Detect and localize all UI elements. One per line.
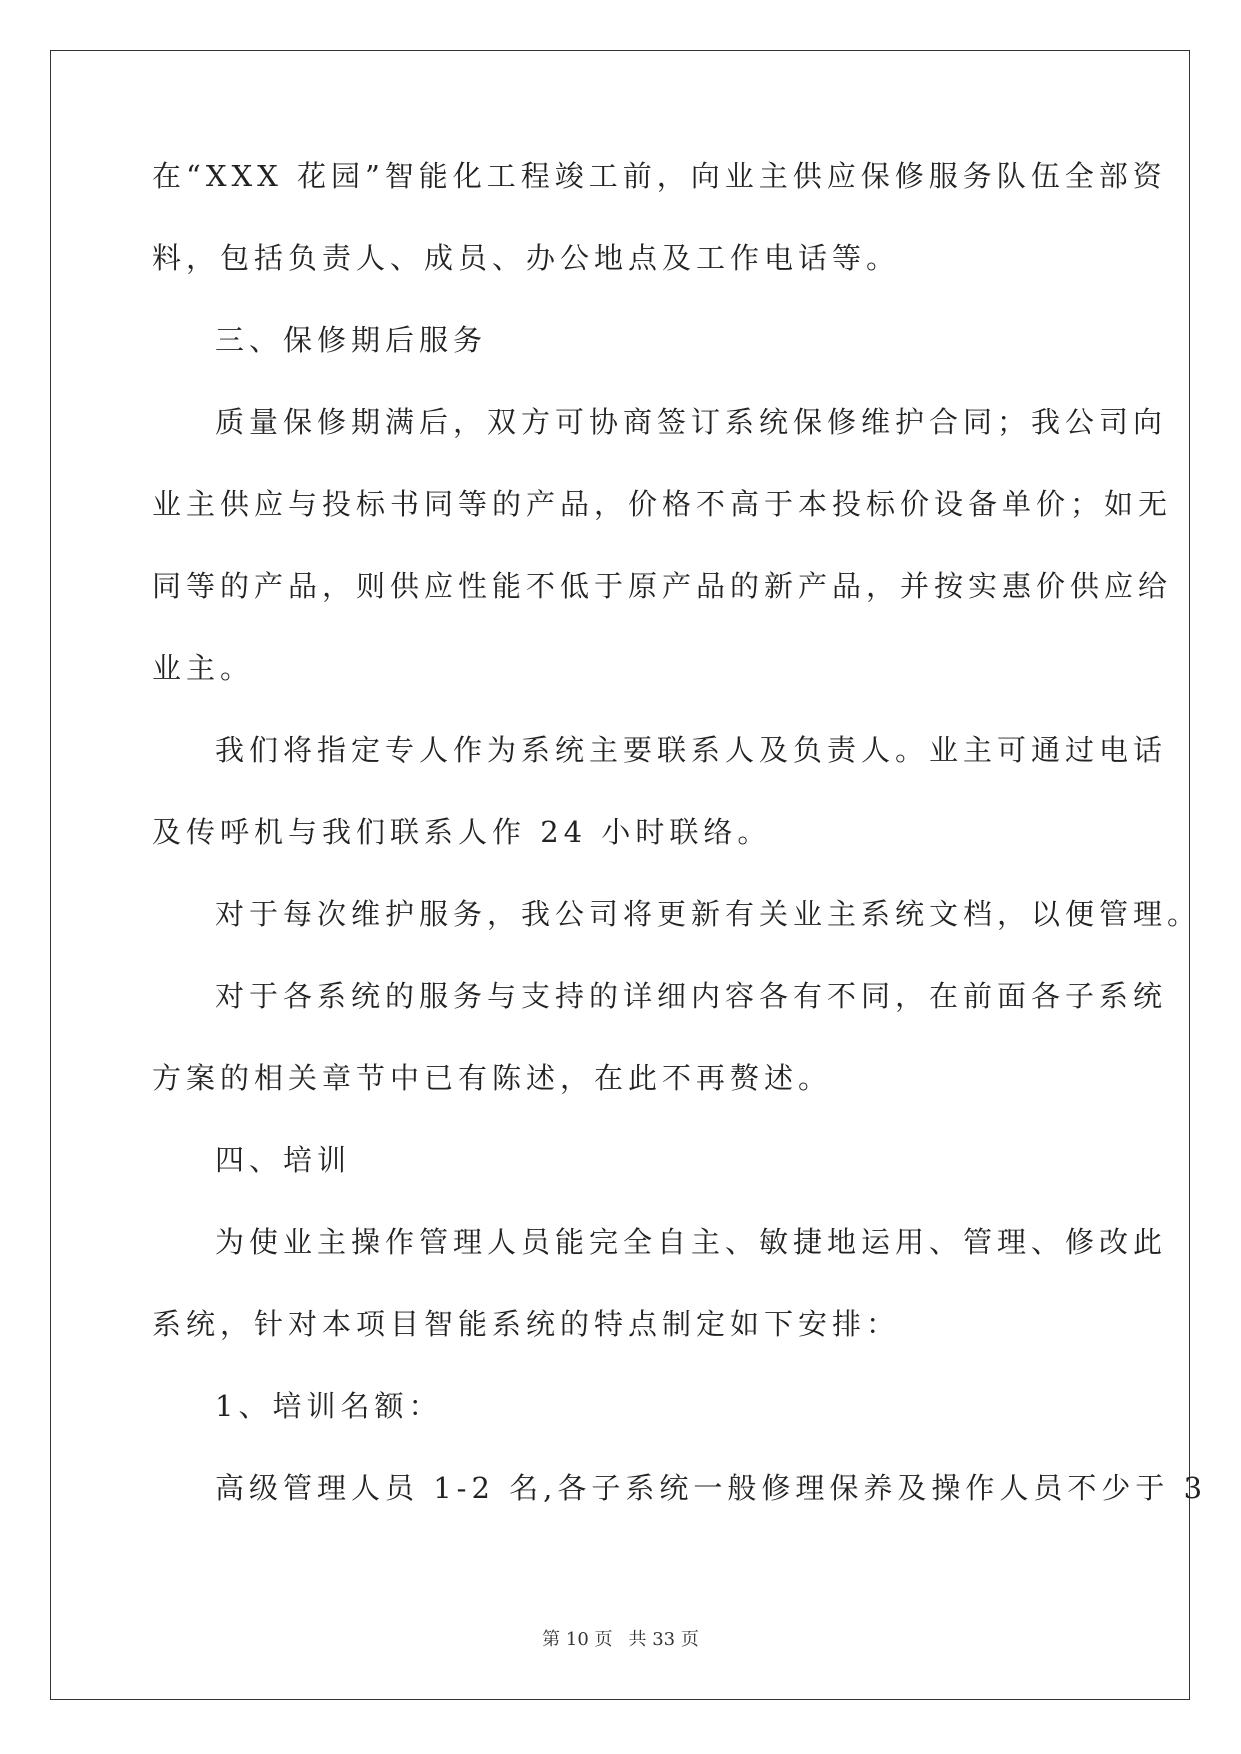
text-line: 料，包括负责人、成员、办公地点及工作电话等。 [152, 241, 901, 275]
text-line: 为使业主操作管理人员能完全自主、敏捷地运用、管理、修改此 [215, 1225, 1168, 1259]
text-line: 质量保修期满后，双方可协商签订系统保修维护合同；我公司向 [215, 405, 1168, 439]
page-total: 共 33 页 [628, 1629, 699, 1650]
page-footer [0, 1625, 1241, 1651]
section-heading: 四、培训 [215, 1143, 352, 1177]
text-line: 业主。 [152, 651, 255, 685]
text-line: 系统，针对本项目智能系统的特点制定如下安排： [152, 1307, 901, 1341]
text-line: 同等的产品，则供应性能不低于原产品的新产品，并按实惠价供应给 [152, 569, 1173, 603]
subsection-heading: 1、培训名额： [215, 1389, 443, 1423]
document-body [152, 158, 1208, 1552]
text-line: 我们将指定专人作为系统主要联系人及负责人。业主可通过电话 [215, 733, 1168, 767]
text-line: 对于各系统的服务与支持的详细内容各有不同，在前面各子系统 [215, 979, 1168, 1013]
text-line: 高级管理人员 1-2 名,各子系统一般修理保养及操作人员不少于 3 [215, 1471, 1208, 1505]
page-number: 第 10 页 [542, 1629, 613, 1650]
text-line: 对于每次维护服务，我公司将更新有关业主系统文档，以便管理。 [215, 897, 1202, 931]
text-line: 在“XXX 花园”智能化工程竣工前，向业主供应保修服务队伍全部资 [152, 159, 1167, 193]
text-line: 业主供应与投标书同等的产品，价格不高于本投标价设备单价；如无 [152, 487, 1173, 521]
text-line: 方案的相关章节中已有陈述，在此不再赘述。 [152, 1061, 833, 1095]
text-line: 及传呼机与我们联系人作 24 小时联络。 [152, 815, 772, 849]
section-heading: 三、保修期后服务 [215, 323, 488, 357]
